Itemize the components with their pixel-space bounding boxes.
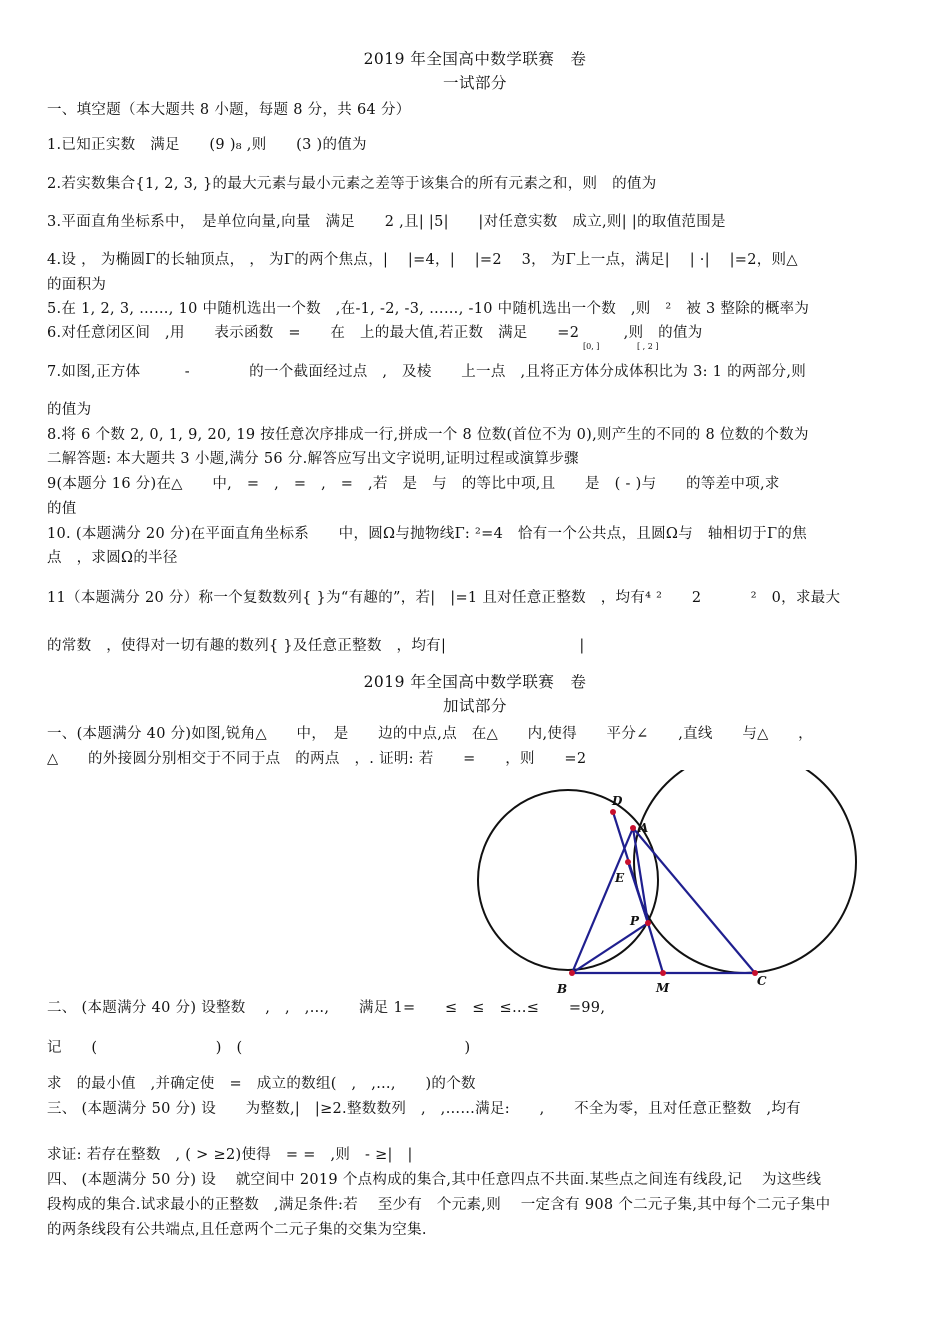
point-m bbox=[660, 970, 666, 976]
problem-1-line2: △ 的外接圆分别相交于不同于点 的两点 ，. 证明: 若 = ，则 =2 bbox=[47, 751, 587, 767]
problem-4-line2: 段构成的集合.试求最小的正整数 ,满足条件:若 至少有 个元素,则 一定含有 908 个二元子集,其中每个二元子集中 bbox=[47, 1197, 831, 1213]
question-2: 2.若实数集合{1, 2, 3, }的最大元素与最小元素之差等于该集合的所有元素之和，则 的值为 bbox=[47, 176, 657, 192]
figure-points bbox=[569, 809, 758, 976]
question-1: 1.已知正实数 满足 (9 )₈ ,则 (3 )的值为 bbox=[47, 137, 367, 153]
problem-1-line1: 一、(本题满分 40 分)如图,锐角△ 中， 是 边的中点,点 在△ 内,使得 平分∠ ,直线 与△ ， bbox=[47, 726, 813, 742]
circle-apc bbox=[634, 770, 856, 973]
point-d bbox=[610, 809, 616, 815]
label-m: M bbox=[656, 981, 670, 995]
part1-title: 2019 年全国高中数学联赛 卷 bbox=[363, 50, 587, 68]
label-p: P bbox=[630, 914, 640, 928]
question-8: 8.将 6 个数 2, 0, 1, 9, 20, 19 按任意次序排成一行,拼成一个 8 位数(首位不为 0),则产生的不同的 8 位数的个数为 bbox=[47, 427, 809, 443]
question-4-line2: 的面积为 bbox=[47, 277, 107, 293]
problem-2-line2: 记 ( ) ( ) bbox=[47, 1040, 471, 1056]
problem-3-line2: 求证: 若存在整数 , ( > ≥2)使得 = = ,则 - ≥| | bbox=[47, 1147, 413, 1163]
question-10-line2: 点 ，求圆Ω的半径 bbox=[47, 550, 178, 566]
label-b: B bbox=[557, 982, 568, 995]
section-solve-heading: 二解答题: 本大题共 3 小题,满分 56 分.解答应写出文字说明,证明过程或演算步骤 bbox=[47, 451, 579, 467]
question-9-line1: 9(本题分 16 分)在△ 中, = , = , = ,若 是 与 的等比中项,且 是 ( - )与 的等差中项,求 bbox=[47, 476, 780, 492]
label-d: D bbox=[612, 794, 623, 808]
question-7-line2: 的值为 bbox=[47, 402, 92, 418]
segment-pm bbox=[648, 923, 663, 973]
segment-ac bbox=[633, 828, 755, 973]
part1-subtitle: 一试部分 bbox=[442, 74, 507, 92]
question-7-line1: 7.如图,正方体 - 的一个截面经过点 , 及棱 上一点 ,且将正方体分成体积比为 3: 1 的两部分,则 bbox=[47, 364, 807, 380]
point-b bbox=[569, 970, 575, 976]
part2-subtitle: 加试部分 bbox=[442, 697, 507, 715]
problem-3-line1: 三、 (本题满分 50 分) 设 为整数,| |≥2.整数数列 , ,……满足: , 不全为零，且对任意正整数 ,均有 bbox=[47, 1101, 801, 1117]
point-e bbox=[625, 859, 631, 865]
part2-title: 2019 年全国高中数学联赛 卷 bbox=[363, 673, 587, 691]
question-10-line1: 10. (本题满分 20 分)在平面直角坐标系 中，圆Ω与抛物线Γ: ²=4 恰有一个公共点，且圆Ω与 轴相切于Γ的焦 bbox=[47, 526, 807, 542]
label-c: C bbox=[757, 974, 767, 988]
problem-2-line1: 二、 (本题满分 40 分) 设整数 , , ,…, 满足 1= ≤ ≤ ≤…≤ =99, bbox=[47, 1000, 606, 1016]
section-fill-heading: 一、填空题（本大题共 8 小题，每题 8 分，共 64 分） bbox=[47, 102, 411, 118]
question-11-line1: 11（本题满分 20 分）称一个复数数列{ }为“有趣的”，若| |=1 且对任意正整数 ，均有⁴ ² 2 ² 0，求最大 bbox=[47, 590, 841, 606]
circle-abp bbox=[478, 790, 658, 970]
problem-2-line3: 求 的最小值 ,并确定使 = 成立的数组( , ,…, )的个数 bbox=[47, 1076, 476, 1092]
figure-lines bbox=[572, 812, 755, 973]
question-5: 5.在 1, 2, 3, ……, 10 中随机选出一个数 ,在-1, -2, -3, ……, -10 中随机选出一个数 ,则 ² 被 3 整除的概率为 bbox=[47, 301, 810, 317]
question-3: 3.平面直角坐标系中， 是单位向量,向量 满足 2 ,且| |5| |对任意实数 成立,则| |的取值范围是 bbox=[47, 214, 726, 230]
question-11-line2: 的常数 ，使得对一切有趣的数列{ }及任意正整数 ，均有| | bbox=[47, 638, 585, 654]
label-e: E bbox=[615, 871, 625, 885]
question-6-subscript-1: [0, ] bbox=[583, 342, 600, 351]
problem-4-line3: 的两条线段有公共端点,且任意两个二元子集的交集为空集. bbox=[47, 1222, 427, 1238]
point-p bbox=[645, 920, 651, 926]
question-9-line2: 的值 bbox=[47, 501, 77, 517]
question-6-subscript-2: [ , 2 ] bbox=[637, 342, 659, 351]
point-a bbox=[630, 825, 636, 831]
question-4-line1: 4.设 ， 为椭圆Γ的长轴顶点， ， 为Γ的两个焦点，| |=4，| |=2 3， 为Γ上一点，满足| | ·| |=2，则△ bbox=[47, 252, 798, 268]
question-6: 6.对任意闭区间 ,用 表示函数 = 在 上的最大值,若正数 满足 =2 ,则 的值为 bbox=[47, 325, 703, 341]
problem-4-line1: 四、 (本题满分 50 分) 设 就空间中 2019 个点构成的集合,其中任意四点不共面.某些点之间连有线段,记 为这些线 bbox=[47, 1172, 822, 1188]
geometry-figure bbox=[470, 770, 870, 995]
label-a: A bbox=[639, 821, 649, 835]
